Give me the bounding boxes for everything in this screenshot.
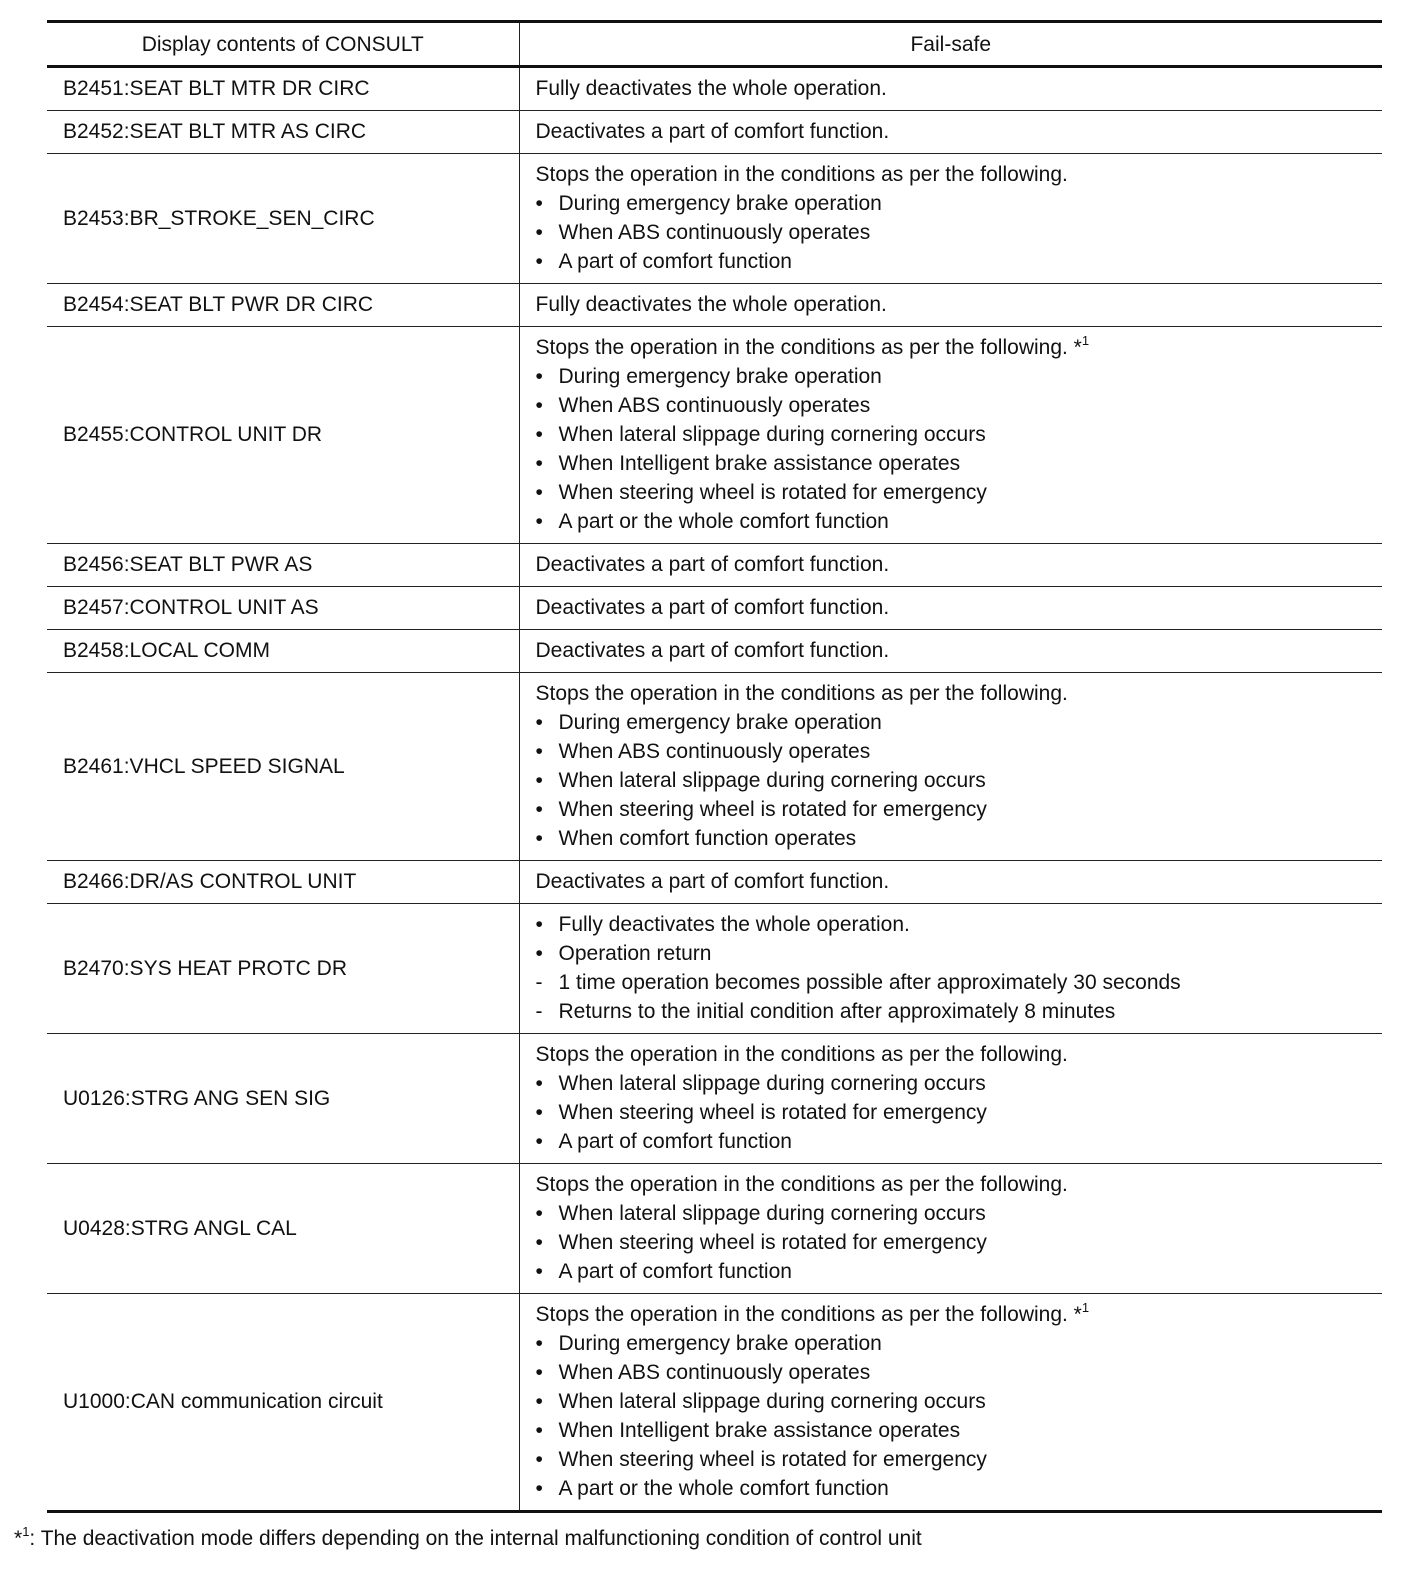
header-display-contents: Display contents of CONSULT bbox=[47, 22, 519, 67]
dtc-code-cell: B2466:DR/AS CONTROL UNIT bbox=[47, 861, 519, 904]
fail-safe-list-item bbox=[536, 420, 1367, 449]
fail-safe-cell bbox=[519, 67, 1382, 111]
fail-safe-text bbox=[536, 593, 1367, 622]
fail-safe-list-item bbox=[536, 1127, 1367, 1156]
fail-safe-list-item bbox=[536, 1416, 1367, 1445]
line-text: Stops the operation in the conditions as per the following. * bbox=[535, 336, 1082, 359]
fail-safe-list-item bbox=[536, 968, 1367, 997]
line-text: Deactivates a part of comfort function. bbox=[535, 553, 890, 576]
table-header bbox=[47, 22, 1382, 67]
fail-safe-list-item bbox=[536, 708, 1367, 737]
fail-safe-list-item bbox=[536, 218, 1367, 247]
line-text: During emergency brake operation bbox=[558, 192, 882, 215]
fail-safe-cell bbox=[519, 154, 1382, 284]
table-row bbox=[47, 861, 1382, 904]
line-text: During emergency brake operation bbox=[558, 711, 882, 734]
bullet-marker: • bbox=[535, 1130, 543, 1153]
table-body bbox=[47, 67, 1382, 1512]
line-text: Stops the operation in the conditions as per the following. bbox=[535, 1173, 1068, 1196]
fail-safe-list-item bbox=[536, 1387, 1367, 1416]
fail-safe-text bbox=[536, 679, 1367, 708]
dtc-code-cell: B2458:LOCAL COMM bbox=[47, 630, 519, 673]
fail-safe-text bbox=[536, 117, 1367, 146]
dtc-code-cell: B2453:BR_STROKE_SEN_CIRC bbox=[47, 154, 519, 284]
dtc-code-cell: B2457:CONTROL UNIT AS bbox=[47, 587, 519, 630]
line-text: When comfort function operates bbox=[558, 827, 857, 850]
line-text: Fully deactivates the whole operation. bbox=[535, 293, 887, 316]
line-text: Deactivates a part of comfort function. bbox=[535, 870, 890, 893]
bullet-marker: • bbox=[535, 1448, 543, 1471]
fail-safe-text bbox=[536, 1040, 1367, 1069]
fail-safe-list-item bbox=[536, 449, 1367, 478]
line-text: When Intelligent brake assistance operates bbox=[558, 1419, 961, 1442]
dtc-code-cell: B2451:SEAT BLT MTR DR CIRC bbox=[47, 67, 519, 111]
line-text: When steering wheel is rotated for emergency bbox=[558, 481, 987, 504]
bullet-marker: • bbox=[535, 1332, 543, 1355]
line-text: A part of comfort function bbox=[558, 1130, 792, 1153]
bullet-marker: • bbox=[535, 221, 543, 244]
table-row bbox=[47, 1034, 1382, 1164]
fail-safe-list-item bbox=[536, 391, 1367, 420]
fail-safe-cell bbox=[519, 544, 1382, 587]
fail-safe-list-item bbox=[536, 997, 1367, 1026]
dtc-code-cell: B2456:SEAT BLT PWR AS bbox=[47, 544, 519, 587]
fail-safe-cell bbox=[519, 1034, 1382, 1164]
line-text: When steering wheel is rotated for emergency bbox=[558, 1231, 987, 1254]
table-row bbox=[47, 111, 1382, 154]
dtc-code-cell: B2454:SEAT BLT PWR DR CIRC bbox=[47, 284, 519, 327]
bullet-marker: • bbox=[535, 250, 543, 273]
line-text: When ABS continuously operates bbox=[558, 740, 871, 763]
table-row bbox=[47, 673, 1382, 861]
footnote-reference: 1 bbox=[1081, 333, 1090, 348]
bullet-marker: • bbox=[535, 365, 543, 388]
dtc-code-cell: U0126:STRG ANG SEN SIG bbox=[47, 1034, 519, 1164]
fail-safe-list-item bbox=[536, 737, 1367, 766]
bullet-marker: • bbox=[535, 1260, 543, 1283]
bullet-marker: • bbox=[535, 423, 543, 446]
fail-safe-text bbox=[536, 867, 1367, 896]
table-row bbox=[47, 154, 1382, 284]
bullet-marker: • bbox=[535, 1390, 543, 1413]
fail-safe-list-item bbox=[536, 1069, 1367, 1098]
table-row bbox=[47, 67, 1382, 111]
line-text: Deactivates a part of comfort function. bbox=[535, 639, 890, 662]
fail-safe-cell bbox=[519, 861, 1382, 904]
table-row bbox=[47, 544, 1382, 587]
line-text: Stops the operation in the conditions as per the following. bbox=[535, 163, 1068, 186]
table-row bbox=[47, 904, 1382, 1034]
fail-safe-cell bbox=[519, 904, 1382, 1034]
line-text: When steering wheel is rotated for emergency bbox=[558, 1448, 987, 1471]
fail-safe-cell bbox=[519, 284, 1382, 327]
fail-safe-list-item bbox=[536, 1257, 1367, 1286]
fail-safe-list-item bbox=[536, 795, 1367, 824]
line-text: Deactivates a part of comfort function. bbox=[535, 120, 890, 143]
bullet-marker: • bbox=[535, 769, 543, 792]
fail-safe-text bbox=[536, 636, 1367, 665]
fail-safe-text bbox=[536, 1170, 1367, 1199]
bullet-marker: • bbox=[535, 394, 543, 417]
line-text: When ABS continuously operates bbox=[558, 394, 871, 417]
bullet-marker: • bbox=[535, 740, 543, 763]
fail-safe-list-item bbox=[536, 1098, 1367, 1127]
bullet-marker: • bbox=[535, 1419, 543, 1442]
fail-safe-list-item bbox=[536, 507, 1367, 536]
line-text: Returns to the initial condition after approximately 8 minutes bbox=[558, 1000, 1116, 1023]
bullet-marker: • bbox=[535, 1231, 543, 1254]
line-text: 1 time operation becomes possible after approximately 30 seconds bbox=[558, 971, 1181, 994]
fail-safe-text bbox=[536, 160, 1367, 189]
table-row bbox=[47, 1164, 1382, 1294]
bullet-marker: • bbox=[535, 510, 543, 533]
bullet-marker: • bbox=[535, 711, 543, 734]
line-text: When steering wheel is rotated for emergency bbox=[558, 1101, 987, 1124]
line-text: When lateral slippage during cornering occurs bbox=[558, 1390, 986, 1413]
fail-safe-cell bbox=[519, 630, 1382, 673]
line-text: When lateral slippage during cornering occurs bbox=[558, 769, 986, 792]
dash-marker: - bbox=[535, 971, 543, 994]
line-text: Deactivates a part of comfort function. bbox=[535, 596, 890, 619]
footnote-prefix: * bbox=[14, 1527, 23, 1550]
bullet-marker: • bbox=[535, 798, 543, 821]
fail-safe-text bbox=[536, 333, 1367, 362]
line-text: During emergency brake operation bbox=[558, 1332, 882, 1355]
table-row bbox=[47, 327, 1382, 544]
fail-safe-text bbox=[536, 290, 1367, 319]
dtc-code-cell: U1000:CAN communication circuit bbox=[47, 1294, 519, 1512]
line-text: Stops the operation in the conditions as per the following. * bbox=[535, 1303, 1082, 1326]
fail-safe-list-item bbox=[536, 1358, 1367, 1387]
bullet-marker: • bbox=[535, 1101, 543, 1124]
dtc-code-cell: B2461:VHCL SPEED SIGNAL bbox=[47, 673, 519, 861]
line-text: Stops the operation in the conditions as per the following. bbox=[535, 682, 1068, 705]
line-text: A part of comfort function bbox=[558, 1260, 792, 1283]
line-text: When lateral slippage during cornering occurs bbox=[558, 1202, 986, 1225]
line-text: A part or the whole comfort function bbox=[558, 510, 889, 533]
fail-safe-cell bbox=[519, 587, 1382, 630]
fail-safe-list-item bbox=[536, 362, 1367, 391]
bullet-marker: • bbox=[535, 1477, 543, 1500]
fail-safe-text bbox=[536, 550, 1367, 579]
dash-marker: - bbox=[535, 1000, 543, 1023]
line-text: When Intelligent brake assistance operates bbox=[558, 452, 961, 475]
footnote-reference: 1 bbox=[1081, 1300, 1090, 1315]
line-text: When lateral slippage during cornering occurs bbox=[558, 423, 986, 446]
bullet-marker: • bbox=[535, 913, 543, 936]
line-text: When lateral slippage during cornering occurs bbox=[558, 1072, 986, 1095]
bullet-marker: • bbox=[535, 1361, 543, 1384]
table-row bbox=[47, 587, 1382, 630]
line-text: Fully deactivates the whole operation. bbox=[535, 77, 887, 100]
fail-safe-list-item bbox=[536, 824, 1367, 853]
fail-safe-cell bbox=[519, 673, 1382, 861]
line-text: A part of comfort function bbox=[558, 250, 792, 273]
dtc-code-cell: B2455:CONTROL UNIT DR bbox=[47, 327, 519, 544]
failsafe-table bbox=[47, 20, 1382, 1513]
table-row bbox=[47, 630, 1382, 673]
dtc-code-cell: B2470:SYS HEAT PROTC DR bbox=[47, 904, 519, 1034]
fail-safe-list-item bbox=[536, 939, 1367, 968]
fail-safe-list-item bbox=[536, 189, 1367, 218]
footnote-superscript: 1 bbox=[22, 1524, 30, 1539]
line-text: Stops the operation in the conditions as per the following. bbox=[535, 1043, 1068, 1066]
footnote bbox=[14, 1524, 1394, 1553]
dtc-code-cell: B2452:SEAT BLT MTR AS CIRC bbox=[47, 111, 519, 154]
bullet-marker: • bbox=[535, 1202, 543, 1225]
fail-safe-text bbox=[536, 74, 1367, 103]
line-text: Fully deactivates the whole operation. bbox=[558, 913, 910, 936]
fail-safe-list-item bbox=[536, 1474, 1367, 1503]
fail-safe-list-item bbox=[536, 1329, 1367, 1358]
bullet-marker: • bbox=[535, 827, 543, 850]
fail-safe-list-item bbox=[536, 478, 1367, 507]
line-text: When ABS continuously operates bbox=[558, 1361, 871, 1384]
bullet-marker: • bbox=[535, 452, 543, 475]
line-text: When ABS continuously operates bbox=[558, 221, 871, 244]
footnote-text: : The deactivation mode differs depending on the internal malfunctioning condition of control unit bbox=[29, 1527, 922, 1550]
fail-safe-cell bbox=[519, 111, 1382, 154]
line-text: Operation return bbox=[558, 942, 712, 965]
header-row bbox=[47, 22, 1382, 67]
bullet-marker: • bbox=[535, 942, 543, 965]
table-row bbox=[47, 1294, 1382, 1512]
fail-safe-cell bbox=[519, 327, 1382, 544]
bullet-marker: • bbox=[535, 1072, 543, 1095]
fail-safe-list-item bbox=[536, 247, 1367, 276]
line-text: A part or the whole comfort function bbox=[558, 1477, 889, 1500]
fail-safe-list-item bbox=[536, 1199, 1367, 1228]
header-fail-safe: Fail-safe bbox=[519, 22, 1382, 67]
fail-safe-list-item bbox=[536, 910, 1367, 939]
table-row bbox=[47, 284, 1382, 327]
fail-safe-cell bbox=[519, 1164, 1382, 1294]
line-text: When steering wheel is rotated for emergency bbox=[558, 798, 987, 821]
dtc-code-cell: U0428:STRG ANGL CAL bbox=[47, 1164, 519, 1294]
fail-safe-list-item bbox=[536, 1445, 1367, 1474]
bullet-marker: • bbox=[535, 192, 543, 215]
fail-safe-list-item bbox=[536, 1228, 1367, 1257]
bullet-marker: • bbox=[535, 481, 543, 504]
line-text: During emergency brake operation bbox=[558, 365, 882, 388]
fail-safe-text bbox=[536, 1300, 1367, 1329]
fail-safe-list-item bbox=[536, 766, 1367, 795]
fail-safe-cell bbox=[519, 1294, 1382, 1512]
